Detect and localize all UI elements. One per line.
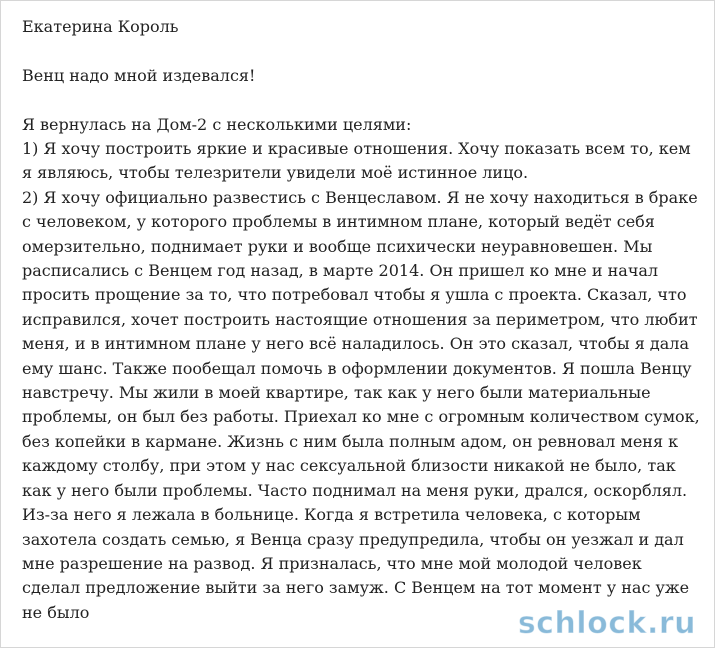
intro-text: Я вернулась на Дом-2 с несколькими целями: (22, 114, 412, 134)
author-name: Екатерина Король (22, 17, 179, 36)
paragraph-point-1: 1) Я хочу построить яркие и красивые отношения. Хочу показать всем то, кем я являюсь, чтобы телезрители увидели моё истинное лицо. (22, 139, 691, 183)
site-watermark: schlock.ru (517, 606, 696, 641)
spacer (22, 88, 702, 112)
post-content (22, 15, 702, 625)
post-title: Венц надо мной издевался! (22, 65, 256, 85)
paragraph-point-2: 2) Я хочу официально развестись с Венцеславом. Я не хочу находиться в браке с человеком, у которого проблемы в интимном плане, который ведёт себя омерзительно, поднимает руки и вообще психически неуравновешен. Мы расписались с Венцем год назад, в марте 2014. Он пришел ко мне и начал просить прощение за то, что потребовал чтобы я ушла с проекта. Сказал, что исправился, хочет построить настоящие отношения за периметром, что любит меня, и в интимном плане у него всё наладилось. Он это сказал, чтобы я дала ему шанс. Также пообещал помочь в оформлении документов. Я пошла Венцу навстречу. Мы жили в моей квартире, так как у него были материальные проблемы, он был без работы. Приехал ко мне с огромным количеством сумок, без копейки в кармане. Жизнь с ним была полным адом, он ревновал меня к каждому столбу, при этом у нас сексуальной близости никакой не было, так как у него были проблемы. Часто поднимал на меня руки, дрался, оскорблял. Из-за него я лежала в больнице. Когда я встретила человека, с которым захотела создать семью, я Венца сразу предупредила, чтобы он уезжал и дал мне разрешение на развод. Я призналась, что мне мой молодой человек сделал предложение выйти за него замуж. С Венцем на тот момент у нас уже не было (22, 187, 700, 622)
spacer (22, 39, 702, 63)
